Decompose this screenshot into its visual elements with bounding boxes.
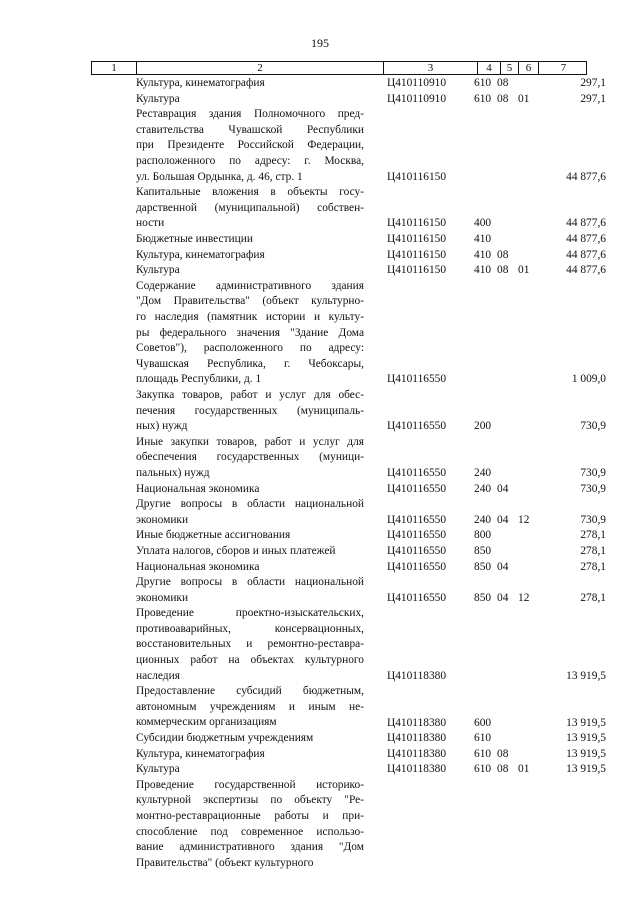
table-row [0,731,640,747]
row-amount: 730,9 [580,420,606,433]
row-section: 04 [497,513,509,526]
table-row [0,279,640,388]
table-row [0,762,640,778]
row-code: Ц410118380 [387,732,447,745]
row-amount: 1 009,0 [571,373,606,386]
description-line: ционных работ на объектах культурного [136,654,364,667]
row-code: Ц410116550 [387,373,447,386]
row-expense-type: 240 [474,482,492,495]
row-subsection: 01 [518,92,530,105]
row-description [136,497,364,528]
row-expense-type: 410 [474,232,492,245]
row-expense-type: 850 [474,544,492,557]
row-subsection: 01 [518,264,530,277]
row-amount: 278,1 [580,560,606,573]
description-line: Бюджетные инвестиции [136,232,253,245]
description-line: Культура, кинематография [136,77,265,89]
description-line: Реставрация здания Полномочного пред- [136,108,364,121]
description-line: ных) нужд [136,420,188,433]
description-line: площадь Республики, д. 1 [136,373,262,386]
row-expense-type: 850 [474,591,492,604]
description-line: наследия [136,669,180,682]
description-line: Культура, кинематография [136,747,265,760]
row-subsection: 12 [518,513,530,526]
row-code: Ц410116550 [387,482,447,495]
row-description [136,778,364,872]
description-line: Иные закупки товаров, работ и услуг для [136,435,364,448]
description-line: Культура [136,763,180,776]
description-line: Субсидии бюджетным учреждениям [136,732,314,745]
row-code: Ц410116150 [387,217,447,230]
row-code: Ц410116550 [387,544,447,557]
header-cell-7: 7 [560,62,567,74]
header-cell-3: 3 [384,62,478,74]
description-line: экономики [136,513,189,526]
row-description [136,762,364,778]
description-line: восстановительных и ремонтно-реставра- [136,638,364,651]
description-line: автономным учреждениям и иным не- [136,700,364,713]
row-description [136,435,364,482]
description-line: Капитальные вложения в объекты госу- [136,186,364,199]
table-row [0,560,640,576]
description-line: Проведение государственной историко- [136,778,364,791]
description-line: вание административного здания "Дом [136,841,364,854]
page-number: 195 [311,36,329,50]
row-expense-type: 240 [474,513,492,526]
row-expense-type: 410 [474,248,492,261]
row-description [136,263,364,279]
row-code: Ц410116150 [387,170,447,183]
description-line: Проведение проектно-изыскательских, [136,607,364,620]
description-line: Советов"), расположенного по адресу: [136,342,364,355]
row-description [136,575,364,606]
row-code: Ц410118380 [387,747,447,760]
table-row [0,92,640,108]
description-line: Другие вопросы в области национальной [136,498,364,511]
table-row [0,388,640,435]
table-row [0,107,640,185]
description-line: при Президенте Российской Федерации, [136,139,364,152]
row-section: 08 [497,747,509,760]
row-amount: 44 877,6 [566,232,606,245]
row-expense-type: 850 [474,560,492,573]
description-line: го наследия (памятник истории и культу- [136,310,364,323]
row-section: 08 [497,92,509,105]
row-code: Ц410118380 [387,669,447,682]
row-code: Ц410118380 [387,763,447,776]
header-cell-2: 2 [137,62,384,74]
row-section: 04 [497,482,509,495]
row-expense-type: 610 [474,77,492,89]
table-row [0,575,640,606]
description-line: Иные бюджетные ассигнования [136,529,291,542]
row-description [136,606,364,684]
row-section: 04 [497,591,509,604]
row-amount: 44 877,6 [566,170,606,183]
description-line: ности [136,217,165,230]
description-line: Предоставление субсидий бюджетным, [136,685,364,698]
row-description [136,248,364,264]
table-row [0,684,640,731]
table-row [0,544,640,560]
row-amount: 44 877,6 [566,248,606,261]
budget-table-body [0,76,640,871]
row-amount: 44 877,6 [566,217,606,230]
row-amount: 297,1 [580,92,606,105]
row-expense-type: 400 [474,217,492,230]
table-row [0,497,640,528]
row-code: Ц410116550 [387,560,447,573]
row-code: Ц410116550 [387,591,447,604]
row-code: Ц410116150 [387,248,447,261]
row-amount: 278,1 [580,529,606,542]
row-description [136,107,364,185]
row-subsection: 01 [518,763,530,776]
row-expense-type: 410 [474,264,492,277]
table-row [0,185,640,232]
description-line: Национальная экономика [136,560,260,573]
description-line: Национальная экономика [136,482,260,495]
row-amount: 13 919,5 [566,747,606,760]
description-line: противоаварийных, консервационных, [136,622,364,635]
table-row [0,778,640,872]
description-line: обеспечения государственных (муници- [136,451,364,464]
header-cell-1: 1 [92,62,137,74]
row-amount: 13 919,5 [566,716,606,729]
table-row [0,747,640,763]
table-row [0,263,640,279]
description-line: Другие вопросы в области национальной [136,576,364,589]
row-amount: 13 919,5 [566,763,606,776]
table-row [0,606,640,684]
row-amount: 278,1 [580,591,606,604]
row-amount: 730,9 [580,466,606,479]
row-amount: 44 877,6 [566,264,606,277]
description-line: Чувашская Республика, г. Чебоксары, [136,357,364,370]
row-expense-type: 240 [474,466,492,479]
description-line: Культура [136,264,180,277]
row-code: Ц410116550 [387,529,447,542]
description-line: коммерческим организациям [136,716,277,729]
row-description [136,528,364,544]
row-amount: 13 919,5 [566,732,606,745]
row-amount: 13 919,5 [566,669,606,682]
row-amount: 297,1 [580,77,606,89]
row-code: Ц410116550 [387,513,447,526]
row-expense-type: 610 [474,763,492,776]
description-line: Закупка товаров, работ и услуг для обес- [136,388,364,401]
row-description [136,482,364,498]
table-row [0,232,640,248]
description-line: Культура [136,92,180,105]
description-line: культурной экспертизы по объекту "Ре- [136,794,364,807]
row-description [136,279,364,388]
description-line: Культура, кинематография [136,248,265,261]
description-line: ры федерального значения "Здание Дома [136,326,364,339]
description-line: пальных) нужд [136,466,210,479]
row-description [136,388,364,435]
table-header-row [91,61,587,75]
row-amount: 278,1 [580,544,606,557]
description-line: ул. Большая Ордынка, д. 46, стр. 1 [136,170,303,183]
description-line: расположенного по адресу: г. Москва, [136,154,364,167]
header-cell-4: 4 [478,62,501,74]
description-line: Уплата налогов, сборов и иных платежей [136,544,336,557]
table-row [0,76,640,92]
row-section: 08 [497,264,509,277]
description-line: ставительства Чувашской Республики [136,123,364,136]
row-expense-type: 600 [474,716,492,729]
description-line: Правительства" (объект культурного [136,856,314,869]
row-code: Ц410116150 [387,232,447,245]
row-section: 08 [497,763,509,776]
row-description [136,731,364,747]
row-description [136,185,364,232]
row-description [136,232,364,248]
row-amount: 730,9 [580,513,606,526]
description-line: экономики [136,591,189,604]
row-code: Ц410116550 [387,466,447,479]
row-expense-type: 610 [474,747,492,760]
header-cell-6: 6 [519,62,539,74]
row-expense-type: 610 [474,732,492,745]
row-description [136,560,364,576]
description-line: способление под современное использо- [136,825,364,838]
table-row [0,482,640,498]
table-row [0,248,640,264]
row-section: 08 [497,248,509,261]
row-expense-type: 200 [474,420,492,433]
header-cell-5: 5 [501,62,519,74]
row-description [136,76,364,92]
row-description [136,684,364,731]
table-row [0,435,640,482]
row-code: Ц410116550 [387,420,447,433]
row-expense-type: 800 [474,529,492,542]
row-code: Ц410110910 [387,92,447,105]
description-line: "Дом Правительства" (объект культурно- [136,295,364,308]
table-row [0,528,640,544]
row-code: Ц410118380 [387,716,447,729]
description-line: печения государственных (муниципаль- [136,404,364,417]
row-description [136,747,364,763]
row-code: Ц410116150 [387,264,447,277]
description-line: дарственной (муниципальной) собствен- [136,201,364,214]
row-amount: 730,9 [580,482,606,495]
description-line: монтно-реставрационные работы и при- [136,810,364,823]
row-subsection: 12 [518,591,530,604]
row-code: Ц410110910 [387,77,447,89]
row-section: 04 [497,560,509,573]
row-description [136,92,364,108]
row-description [136,544,364,560]
description-line: Содержание административного здания [136,279,364,292]
row-expense-type: 610 [474,92,492,105]
row-section: 08 [497,77,509,89]
